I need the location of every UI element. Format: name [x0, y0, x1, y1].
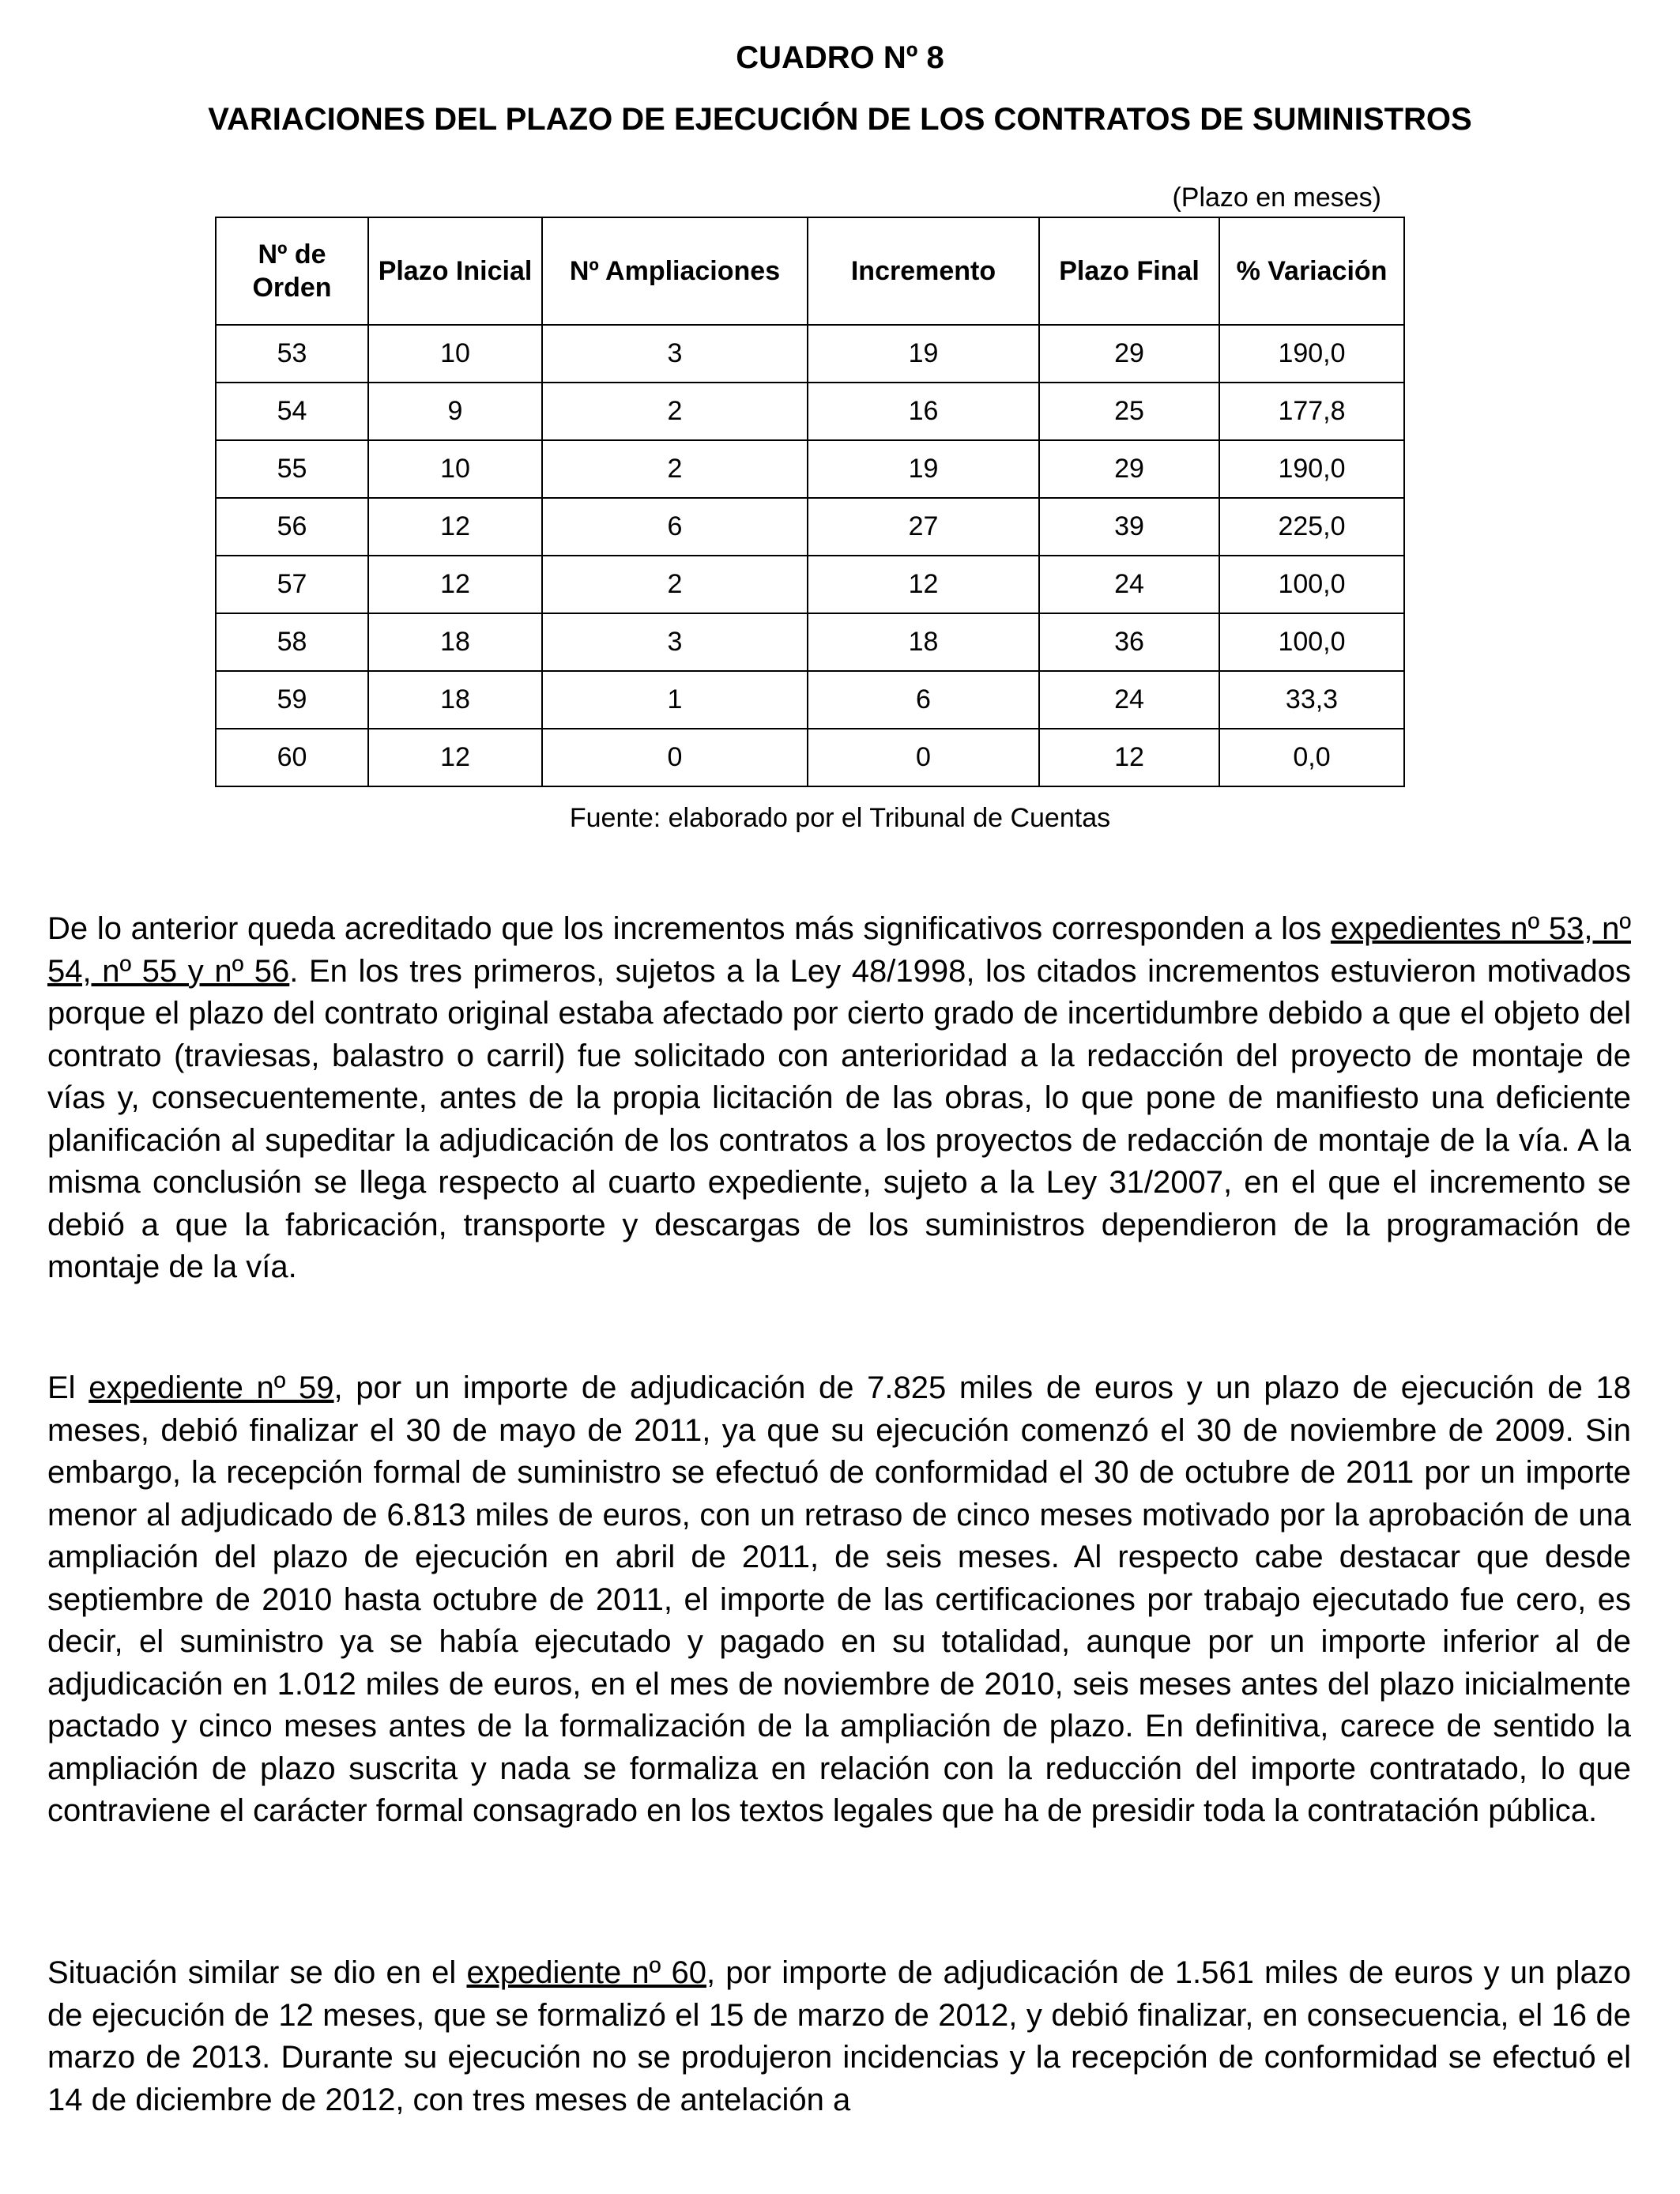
- table-cell: 53: [216, 325, 368, 383]
- table-row: [216, 440, 1404, 498]
- table-row: [216, 383, 1404, 440]
- table-cell: 6: [808, 671, 1039, 729]
- table-cell: 177,8: [1219, 383, 1404, 440]
- table-body: [216, 325, 1404, 786]
- table-row: [216, 325, 1404, 383]
- paragraph-2: [47, 1367, 1631, 1833]
- table-cell: 10: [368, 440, 542, 498]
- table-row: [216, 729, 1404, 786]
- table-cell: 18: [368, 671, 542, 729]
- table-cell: 18: [808, 613, 1039, 671]
- table-cell: 25: [1039, 383, 1219, 440]
- contract-variation-table: [215, 217, 1405, 787]
- table-cell: 6: [542, 498, 808, 556]
- column-header: Plazo Inicial: [368, 217, 542, 325]
- column-header: % Variación: [1219, 217, 1404, 325]
- paragraph-text: Situación similar se dio en el: [47, 1955, 467, 1990]
- paragraph-text: . En los tres primeros, sujetos a la Ley 48/1998, los citados incrementos estuvieron motivados porque el plazo del contrato original estaba afectado por cierto grado de incertidumbre debido a que el objeto del contrato (traviesas, balastro o carril) fue solicitado con anterioridad a la redacción del proyecto de montaje de vías y, consecuentemente, antes de la propia licitación de las obras, lo que pone de manifiesto una deficiente planificación al supeditar la adjudicación de los contratos a los proyectos de redacción de montaje de la vía. A la misma conclusión se llega respecto al cuarto expediente, sujeto a la Ley 31/2007, en el que el incremento se debió a que la fabricación, transporte y descargas de los suministros dependieron de la programación de montaje de la vía.: [47, 953, 1632, 1284]
- table-cell: 190,0: [1219, 440, 1404, 498]
- table-row: [216, 556, 1404, 613]
- table-cell: 19: [808, 325, 1039, 383]
- table-cell: 190,0: [1219, 325, 1404, 383]
- column-header: Plazo Final: [1039, 217, 1219, 325]
- table-cell: 24: [1039, 671, 1219, 729]
- table-cell: 58: [216, 613, 368, 671]
- table-cell: 9: [368, 383, 542, 440]
- table-cell: 10: [368, 325, 542, 383]
- table-cell: 100,0: [1219, 613, 1404, 671]
- table-cell: 2: [542, 440, 808, 498]
- table-cell: 33,3: [1219, 671, 1404, 729]
- table-cell: 12: [368, 729, 542, 786]
- units-note: (Plazo en meses): [1172, 183, 1381, 213]
- table-cell: 100,0: [1219, 556, 1404, 613]
- table-cell: 2: [542, 383, 808, 440]
- expediente-60-reference: expediente nº 60: [466, 1955, 706, 1990]
- paragraph-text: El: [47, 1370, 89, 1405]
- column-header: Nº de Orden: [216, 217, 368, 325]
- column-header: Nº Ampliaciones: [542, 217, 808, 325]
- table-cell: 16: [808, 383, 1039, 440]
- table-cell: 0: [808, 729, 1039, 786]
- table-source: Fuente: elaborado por el Tribunal de Cuentas: [569, 803, 1111, 833]
- table-cell: 12: [368, 556, 542, 613]
- paragraph-1: [47, 908, 1631, 1289]
- paragraph-text: , por importe de adjudicación de 1.561 miles de euros y un plazo de ejecución de 12 meses, que se formalizó el 15 de marzo de 2012, y debió finalizar, en consecuencia, el 16 de marzo de 2013. Durante su ejecución no se produjeron incidencias y la recepción de conformidad se efectuó el 14 de diciembre de 2012, con tres meses de antelación a: [47, 1955, 1632, 2117]
- table-cell: 59: [216, 671, 368, 729]
- table-cell: 225,0: [1219, 498, 1404, 556]
- table-cell: 36: [1039, 613, 1219, 671]
- expedientes-reference: expedientes nº 53, nº 54, nº 55 y nº 56: [47, 911, 1631, 989]
- table-cell: 2: [542, 556, 808, 613]
- table-cell: 24: [1039, 556, 1219, 613]
- table-cell: 12: [368, 498, 542, 556]
- table-cell: 54: [216, 383, 368, 440]
- table-cell: 19: [808, 440, 1039, 498]
- table-cell: 29: [1039, 440, 1219, 498]
- table-cell: 0,0: [1219, 729, 1404, 786]
- paragraph-text: De lo anterior queda acreditado que los incrementos más significativos corresponden a los: [47, 911, 1331, 946]
- table-cell: 12: [808, 556, 1039, 613]
- table-cell: 3: [542, 325, 808, 383]
- table-subtitle: VARIACIONES DEL PLAZO DE EJECUCIÓN DE LOS CONTRATOS DE SUMINISTROS: [208, 102, 1472, 137]
- table-cell: 29: [1039, 325, 1219, 383]
- table-row: [216, 671, 1404, 729]
- table-cell: 18: [368, 613, 542, 671]
- table-cell: 39: [1039, 498, 1219, 556]
- paragraph-text: , por un importe de adjudicación de 7.825 miles de euros y un plazo de ejecución de 18 meses, debió finalizar el 30 de mayo de 2011, ya que su ejecución comenzó el 30 de noviembre de 2009. Sin embargo, la recepción formal de suministro se efectuó de conformidad el 30 de octubre de 2011 por un importe menor al adjudicado de 6.813 miles de euros, con un retraso de cinco meses motivado por la aprobación de una ampliación del plazo de ejecución en abril de 2011, de seis meses. Al respecto cabe destacar que desde septiembre de 2010 hasta octubre de 2011, el importe de las certificaciones por trabajo ejecutado fue cero, es decir, el suministro ya se había ejecutado y pagado en su totalidad, aunque por un importe inferior al de adjudicación en 1.012 miles de euros, en el mes de noviembre de 2010, seis meses antes del plazo inicialmente pactado y cinco meses antes de la formalización de la ampliación de plazo. En definitiva, carece de sentido la ampliación de plazo suscrita y nada se formaliza en relación con la reducción del importe contratado, lo que contraviene el carácter formal consagrado en los textos legales que ha de presidir toda la contratación pública.: [47, 1370, 1632, 1828]
- table-cell: 57: [216, 556, 368, 613]
- expediente-59-reference: expediente nº 59: [89, 1370, 334, 1405]
- table-cell: 3: [542, 613, 808, 671]
- table-title: CUADRO Nº 8: [736, 40, 944, 75]
- table-cell: 12: [1039, 729, 1219, 786]
- table-cell: 60: [216, 729, 368, 786]
- table-row: [216, 613, 1404, 671]
- table-cell: 56: [216, 498, 368, 556]
- column-header: Incremento: [808, 217, 1039, 325]
- paragraph-3: [47, 1952, 1631, 2121]
- table-header-row: [216, 217, 1404, 325]
- table-cell: 55: [216, 440, 368, 498]
- table-row: [216, 498, 1404, 556]
- table-cell: 27: [808, 498, 1039, 556]
- table-cell: 1: [542, 671, 808, 729]
- table-cell: 0: [542, 729, 808, 786]
